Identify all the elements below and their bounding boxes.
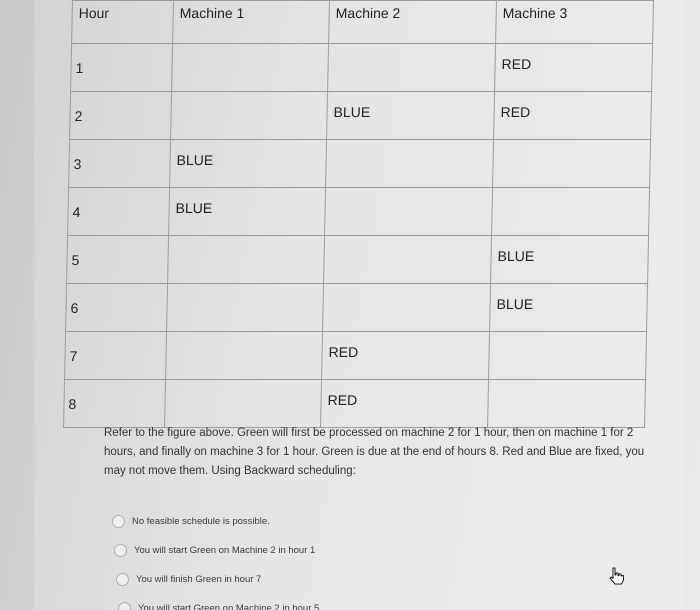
table-row — [67, 236, 649, 284]
table-header-row — [72, 1, 654, 44]
job-label: RED — [500, 104, 531, 120]
answer-options — [114, 507, 319, 610]
machine-3-cell — [490, 284, 648, 332]
table-row — [65, 332, 647, 380]
option-label: You will start Green on Machine 2 in hour 5 — [138, 603, 320, 610]
machine-1-cell — [165, 380, 322, 428]
machine-1-cell — [167, 284, 324, 332]
header-machine-3: Machine 3 — [496, 1, 654, 44]
job-label: BLUE — [497, 248, 535, 264]
machine-3-cell — [491, 236, 649, 284]
radio-button[interactable] — [118, 602, 131, 610]
hour-cell — [65, 332, 167, 380]
machine-1-cell — [169, 188, 326, 236]
hour-label: 7 — [69, 348, 78, 364]
option-label: No feasible schedule is possible. — [132, 516, 270, 527]
option-label: You will finish Green in hour 7 — [136, 574, 262, 585]
table-row — [70, 92, 652, 140]
table-row — [66, 284, 648, 332]
job-label — [325, 236, 491, 248]
machine-1-cell — [166, 332, 323, 380]
job-label: BLUE — [333, 104, 371, 120]
job-label — [327, 140, 493, 152]
hour-cell — [69, 140, 171, 188]
answer-option-4[interactable] — [118, 594, 319, 610]
machine-2-cell — [324, 236, 492, 284]
pointer-hand-icon — [606, 566, 626, 586]
machine-2-cell — [323, 284, 491, 332]
hour-label: 2 — [74, 108, 83, 124]
radio-button[interactable] — [114, 544, 127, 557]
job-label: RED — [501, 56, 532, 72]
hour-label: 3 — [73, 156, 82, 172]
hour-cell — [70, 92, 172, 140]
hour-label: 5 — [71, 252, 80, 268]
table-row — [71, 44, 653, 92]
machine-1-cell — [168, 236, 325, 284]
machine-2-cell — [328, 44, 496, 92]
radio-button[interactable] — [116, 573, 129, 586]
job-label: BLUE — [176, 152, 214, 168]
answer-option-1[interactable] — [112, 507, 319, 536]
job-label — [172, 92, 327, 104]
job-label — [169, 236, 324, 248]
machine-3-cell — [495, 44, 653, 92]
machine-2-cell — [327, 92, 495, 140]
job-label — [324, 284, 490, 296]
machine-1-cell — [170, 140, 327, 188]
machine-3-cell — [492, 188, 650, 236]
hour-label: 6 — [70, 300, 79, 316]
machine-2-cell — [321, 380, 489, 428]
job-label — [489, 380, 645, 392]
table-row — [64, 380, 646, 428]
machine-2-cell — [325, 188, 493, 236]
header-hour: Hour — [72, 1, 174, 44]
question-card — [34, 0, 684, 610]
job-label: RED — [327, 392, 358, 408]
machine-2-cell — [326, 140, 494, 188]
job-label — [168, 284, 323, 296]
table-row — [69, 140, 651, 188]
schedule-table — [63, 0, 654, 428]
hour-cell — [71, 44, 173, 92]
option-label: You will start Green on Machine 2 in hour 1 — [134, 545, 316, 556]
machine-3-cell — [494, 92, 652, 140]
answer-option-2[interactable] — [114, 536, 319, 565]
job-label — [490, 332, 646, 344]
table-row — [68, 188, 650, 236]
hour-cell — [68, 188, 170, 236]
machine-1-cell — [172, 44, 329, 92]
hour-cell — [64, 380, 166, 428]
hour-cell — [66, 284, 168, 332]
machine-3-cell — [489, 332, 647, 380]
machine-1-cell — [171, 92, 328, 140]
machine-2-cell — [322, 332, 490, 380]
machine-3-cell — [488, 380, 646, 428]
hour-label: 1 — [75, 60, 84, 76]
machine-3-cell — [493, 140, 651, 188]
hour-label: 8 — [68, 396, 77, 412]
header-machine-2: Machine 2 — [329, 1, 497, 44]
job-label — [494, 140, 650, 152]
radio-button[interactable] — [112, 515, 125, 528]
job-label — [167, 332, 322, 344]
job-label — [326, 188, 492, 200]
header-machine-1: Machine 1 — [173, 1, 330, 44]
question-text: Refer to the figure above. Green will first be processed on machine 2 for 1 hour, then on machine 1 for 2 hours, and finally on machine 3 for 1 hour. Green is due at the end of hours 8. Red and Blue are fixed, you may not move them. Using Backward scheduling: — [104, 427, 645, 477]
job-label: BLUE — [496, 296, 534, 312]
job-label — [329, 44, 495, 56]
job-label — [173, 44, 328, 56]
hour-label: 4 — [72, 204, 81, 220]
job-label: BLUE — [175, 200, 213, 216]
hour-cell — [67, 236, 169, 284]
job-label — [166, 380, 321, 392]
answer-option-3[interactable] — [116, 565, 319, 594]
job-label: RED — [328, 344, 359, 360]
job-label — [493, 188, 649, 200]
